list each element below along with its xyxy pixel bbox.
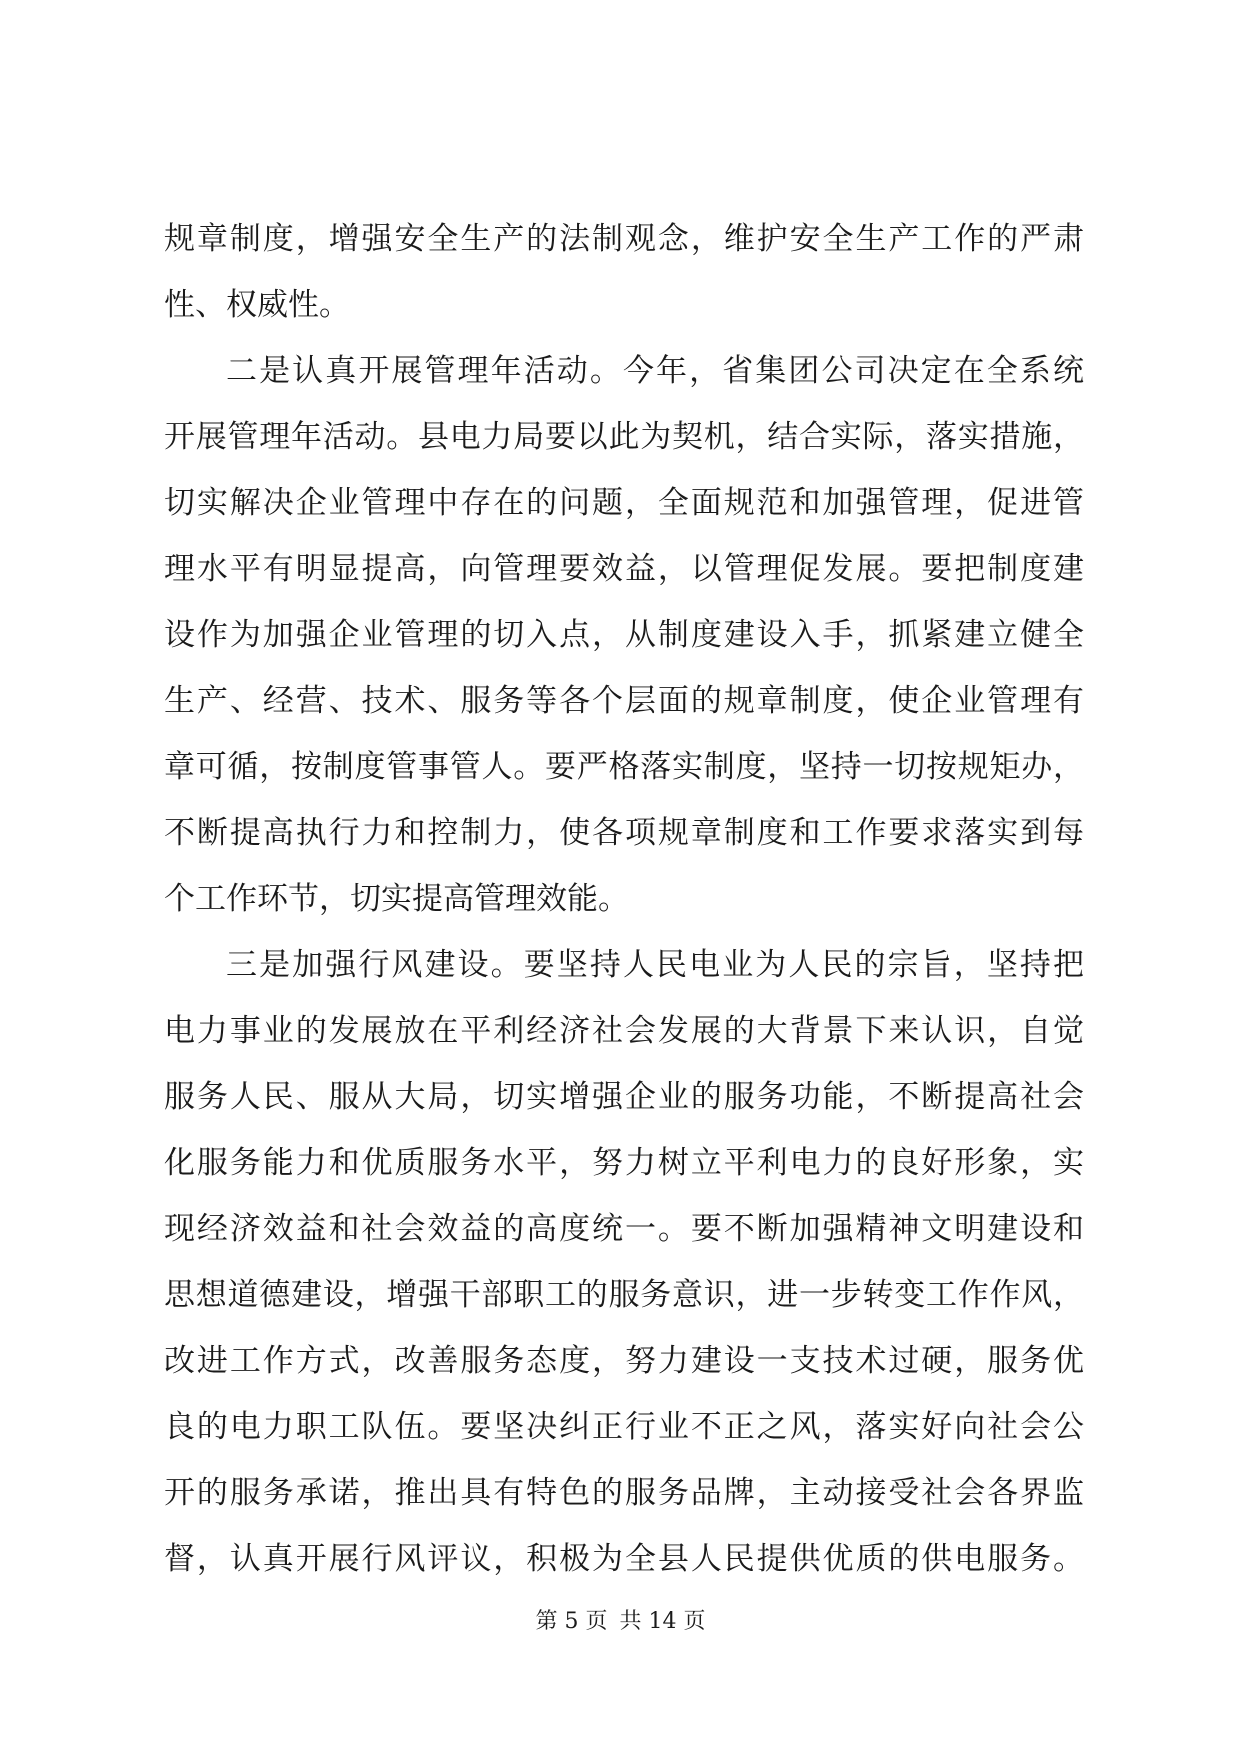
text-line: 思想道德建设，增强干部职工的服务意识，进一步转变工作作风， — [164, 1277, 1084, 1313]
text-line: 理水平有明显提高，向管理要效益，以管理促发展。要把制度建 — [164, 551, 1084, 587]
text-line: 设作为加强企业管理的切入点，从制度建设入手，抓紧建立健全 — [164, 617, 1084, 653]
page-number: 第 5 页 — [535, 1609, 608, 1634]
body-text — [164, 206, 1084, 1592]
paragraph-start-line: 二是认真开展管理年活动。今年，省集团公司决定在全系统 — [226, 353, 1084, 389]
text-line: 化服务能力和优质服务水平，努力树立平利电力的良好形象，实 — [164, 1145, 1084, 1181]
page-footer — [0, 1607, 1241, 1637]
text-line: 章可循，按制度管事管人。要严格落实制度，坚持一切按规矩办， — [164, 749, 1084, 785]
text-line: 生产、经营、技术、服务等各个层面的规章制度，使企业管理有 — [164, 683, 1084, 719]
text-line: 开展管理年活动。县电力局要以此为契机，结合实际，落实措施， — [164, 419, 1084, 455]
text-line: 电力事业的发展放在平利经济社会发展的大背景下来认识，自觉 — [164, 1013, 1084, 1049]
text-line: 现经济效益和社会效益的高度统一。要不断加强精神文明建设和 — [164, 1211, 1084, 1247]
text-line: 良的电力职工队伍。要坚决纠正行业不正之风，落实好向社会公 — [164, 1409, 1084, 1445]
text-line: 规章制度，增强安全生产的法制观念，维护安全生产工作的严肃 — [164, 221, 1084, 257]
text-line: 性、权威性。 — [164, 287, 350, 323]
text-line: 开的服务承诺，推出具有特色的服务品牌，主动接受社会各界监 — [164, 1475, 1084, 1511]
paragraph-start-line: 三是加强行风建设。要坚持人民电业为人民的宗旨，坚持把 — [226, 947, 1084, 983]
text-line: 督，认真开展行风评议，积极为全县人民提供优质的供电服务。 — [164, 1541, 1084, 1577]
text-line: 不断提高执行力和控制力，使各项规章制度和工作要求落实到每 — [164, 815, 1084, 851]
page-total: 共 14 页 — [619, 1609, 706, 1634]
text-line: 服务人民、服从大局，切实增强企业的服务功能，不断提高社会 — [164, 1079, 1084, 1115]
text-line: 切实解决企业管理中存在的问题，全面规范和加强管理，促进管 — [164, 485, 1084, 521]
text-line: 改进工作方式，改善服务态度，努力建设一支技术过硬，服务优 — [164, 1343, 1084, 1379]
text-line: 个工作环节，切实提高管理效能。 — [164, 881, 629, 917]
